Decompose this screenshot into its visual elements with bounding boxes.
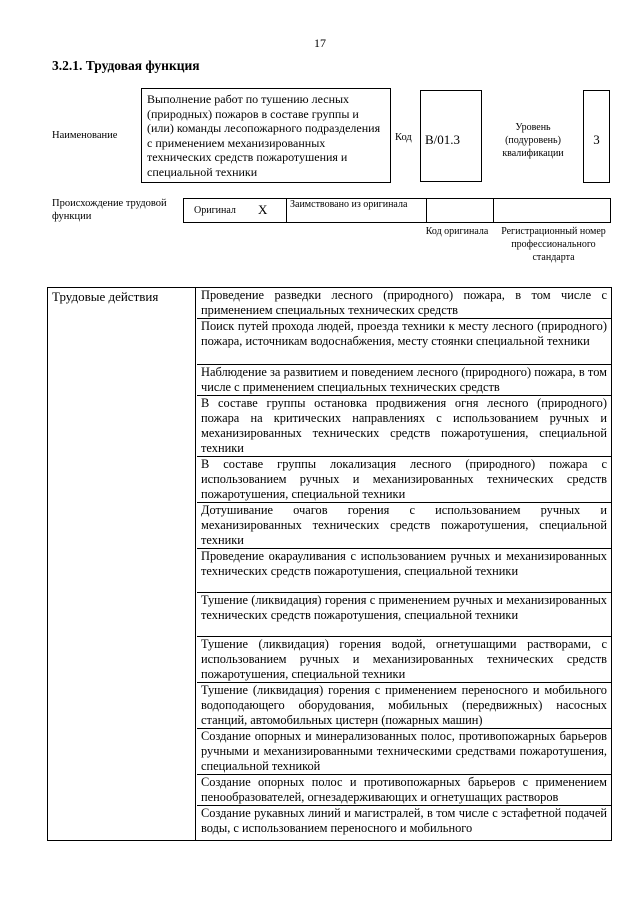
- action-row: Поиск путей прохода людей, проезда техники к месту лесного (природного) пожара, источникам водоснабжения, месту стоянки специальной техники: [197, 319, 611, 365]
- action-row: Дотушивание очагов горения с использованием ручных и механизированных технических средств пожаротушения, специальной техники: [197, 503, 611, 549]
- borrowed-label: Заимствовано из оригинала: [290, 199, 408, 210]
- section-title: 3.2.1. Трудовая функция: [52, 58, 200, 73]
- action-row: Создание опорных и минерализованных полос, противопожарных барьеров ручными и механизированными техническими средствами пожаротушения, специальной техникой: [197, 729, 611, 775]
- labor-actions-table: [47, 287, 612, 841]
- code-value-box: B/01.3: [420, 90, 482, 182]
- name-label: Наименование: [52, 130, 118, 141]
- page-number: 17: [314, 36, 326, 50]
- action-row: Тушение (ликвидация) горения водой, огнетушащими растворами, с использованием ручных и механизированных технических средств пожаротушения, специальной техники: [197, 637, 611, 683]
- action-row: Тушение (ликвидация) горения с применением переносного и мобильного водоподающего оборудования, мобильных (передвижных) насосных станций, автомобильных цистерн (пожарных машин): [197, 683, 611, 729]
- function-name-box: Выполнение работ по тушению лесных (природных) пожаров в составе группы и (или) команды лесопожарного подразделения с применением механизированных технических средств пожаротушения и специальной техники: [141, 88, 391, 183]
- action-row: В составе группы остановка продвижения огня лесного (природного) пожара на критических направлениях с использованием ручных и механизированных технических средств пожаротушения, специальной техники: [197, 396, 611, 457]
- actions-header-cell: [48, 288, 196, 840]
- origin-label: Происхождение трудовой функции: [52, 198, 167, 222]
- action-row: Создание рукавных линий и магистралей, в том числе с эстафетной подачей воды, с использованием переносного и мобильного: [201, 806, 607, 835]
- registration-cell: [494, 199, 610, 222]
- origin-table: [183, 198, 611, 223]
- origin-code-cell: [427, 199, 494, 222]
- original-mark: X: [258, 202, 268, 217]
- action-row: Тушение (ликвидация) горения с применением ручных и механизированных технических средств пожаротушения, специальной техники: [197, 593, 611, 637]
- original-label: Оригинал: [194, 205, 236, 216]
- borrowed-cell: [287, 199, 427, 222]
- actions-header: Трудовые действия: [52, 289, 159, 304]
- action-row: Проведение разведки лесного (природного) пожара, в том числе с применением специальных технических средств: [197, 288, 611, 319]
- code-label: Код: [395, 132, 412, 143]
- action-row: Наблюдение за развитием и поведением лесного (природного) пожара, в том числе с применением специальных технических средств: [197, 365, 611, 396]
- action-row: Создание опорных полос и противопожарных барьеров с применением пенообразователей, огнезадерживающих и огнетушащих растворов: [197, 775, 611, 806]
- level-value-box: 3: [583, 90, 610, 183]
- actions-list: [197, 288, 611, 840]
- action-row: В составе группы локализация лесного (природного) пожара с использованием ручных и механизированных технических средств пожаротушения, специальной техники: [197, 457, 611, 503]
- origin-code-label: Код оригинала: [425, 226, 489, 237]
- registration-label: Регистрационный номер профессионального стандарта: [501, 226, 606, 263]
- original-cell: [184, 199, 287, 222]
- action-row: Проведение окарауливания с использованием ручных и механизированных технических средств пожаротушения, специальной техники: [197, 549, 611, 593]
- level-label: Уровень (подуровень) квалификации: [502, 122, 564, 159]
